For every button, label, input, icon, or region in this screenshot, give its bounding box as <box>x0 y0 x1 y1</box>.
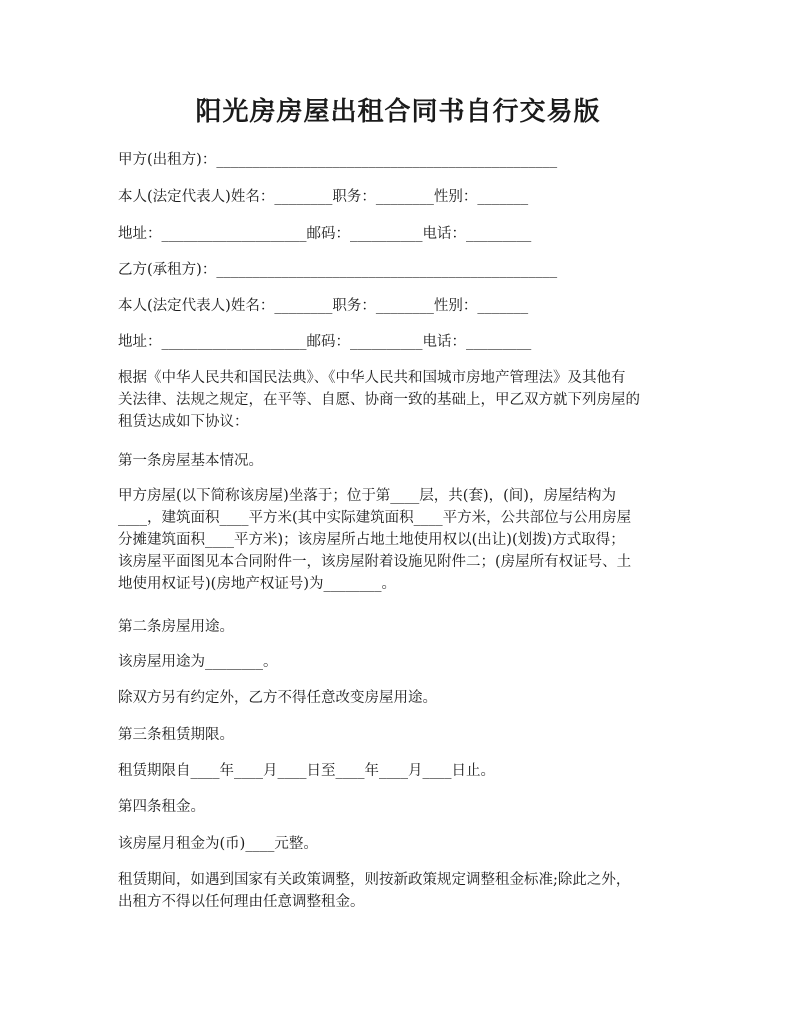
party-a-name-line: 甲方(出租方)：_______________________________________________ <box>118 152 558 168</box>
party-b-name-line: 乙方(承租方)：_______________________________________________ <box>118 262 558 278</box>
article-1-line: 分摊建筑面积____平方米)；该房屋所占地土地使用权以(出让)(划拨)方式取得； <box>118 532 625 548</box>
article-2-heading: 第二条房屋用途。 <box>118 619 234 635</box>
article-4-adjustment-line: 租赁期间，如遇到国家有关政策调整，则按新政策规定调整租金标准;除此之外， <box>118 872 631 888</box>
article-3-term-line: 租赁期限自____年____月____日至____年____月____日止。 <box>118 763 495 779</box>
article-2-restriction: 除双方另有约定外，乙方不得任意改变房屋用途。 <box>118 690 437 706</box>
article-1-line: 甲方房屋(以下简称该房屋)坐落于；位于第____层，共(套)，(间)，房屋结构为 <box>118 488 616 504</box>
article-4-adjustment <box>118 869 688 913</box>
preamble-line: 租赁达成如下协议： <box>118 414 249 430</box>
article-4-rent-line: 该房屋月租金为(币)____元整。 <box>118 836 318 852</box>
article-1-line: ____，建筑面积____平方米(其中实际建筑面积____平方米，公共部位与公用房屋 <box>118 510 632 526</box>
preamble-paragraph <box>118 367 688 433</box>
article-1-body <box>118 485 688 595</box>
article-1-line: 地使用权证号)(房地产权证号)为________。 <box>118 576 396 592</box>
party-a-representative-line: 本人(法定代表人)姓名：________职务：________性别：_______ <box>118 189 529 205</box>
document-title: 阳光房房屋出租合同书自行交易版 <box>195 97 601 127</box>
party-b-representative-line: 本人(法定代表人)姓名：________职务：________性别：_______ <box>118 298 529 314</box>
article-3-heading: 第三条租赁期限。 <box>118 727 234 743</box>
preamble-line: 关法律、法规之规定，在平等、自愿、协商一致的基础上，甲乙双方就下列房屋的 <box>118 392 640 408</box>
party-a-address-line: 地址：____________________邮码：__________电话：_________ <box>118 226 532 242</box>
article-2-use-line: 该房屋用途为________。 <box>118 654 278 670</box>
party-b-address-line: 地址：____________________邮码：__________电话：_________ <box>118 334 532 350</box>
article-4-heading: 第四条租金。 <box>118 799 205 815</box>
article-4-adjustment-line: 出租方不得以任何理由任意调整租金。 <box>118 894 365 910</box>
article-1-heading: 第一条房屋基本情况。 <box>118 453 263 469</box>
article-1-line: 该房屋平面图见本合同附件一，该房屋附着设施见附件二；(房屋所有权证号、土 <box>118 554 632 570</box>
preamble-line: 根据《中华人民共和国民法典》、《中华人民共和国城市房地产管理法》及其他有 <box>118 370 626 386</box>
